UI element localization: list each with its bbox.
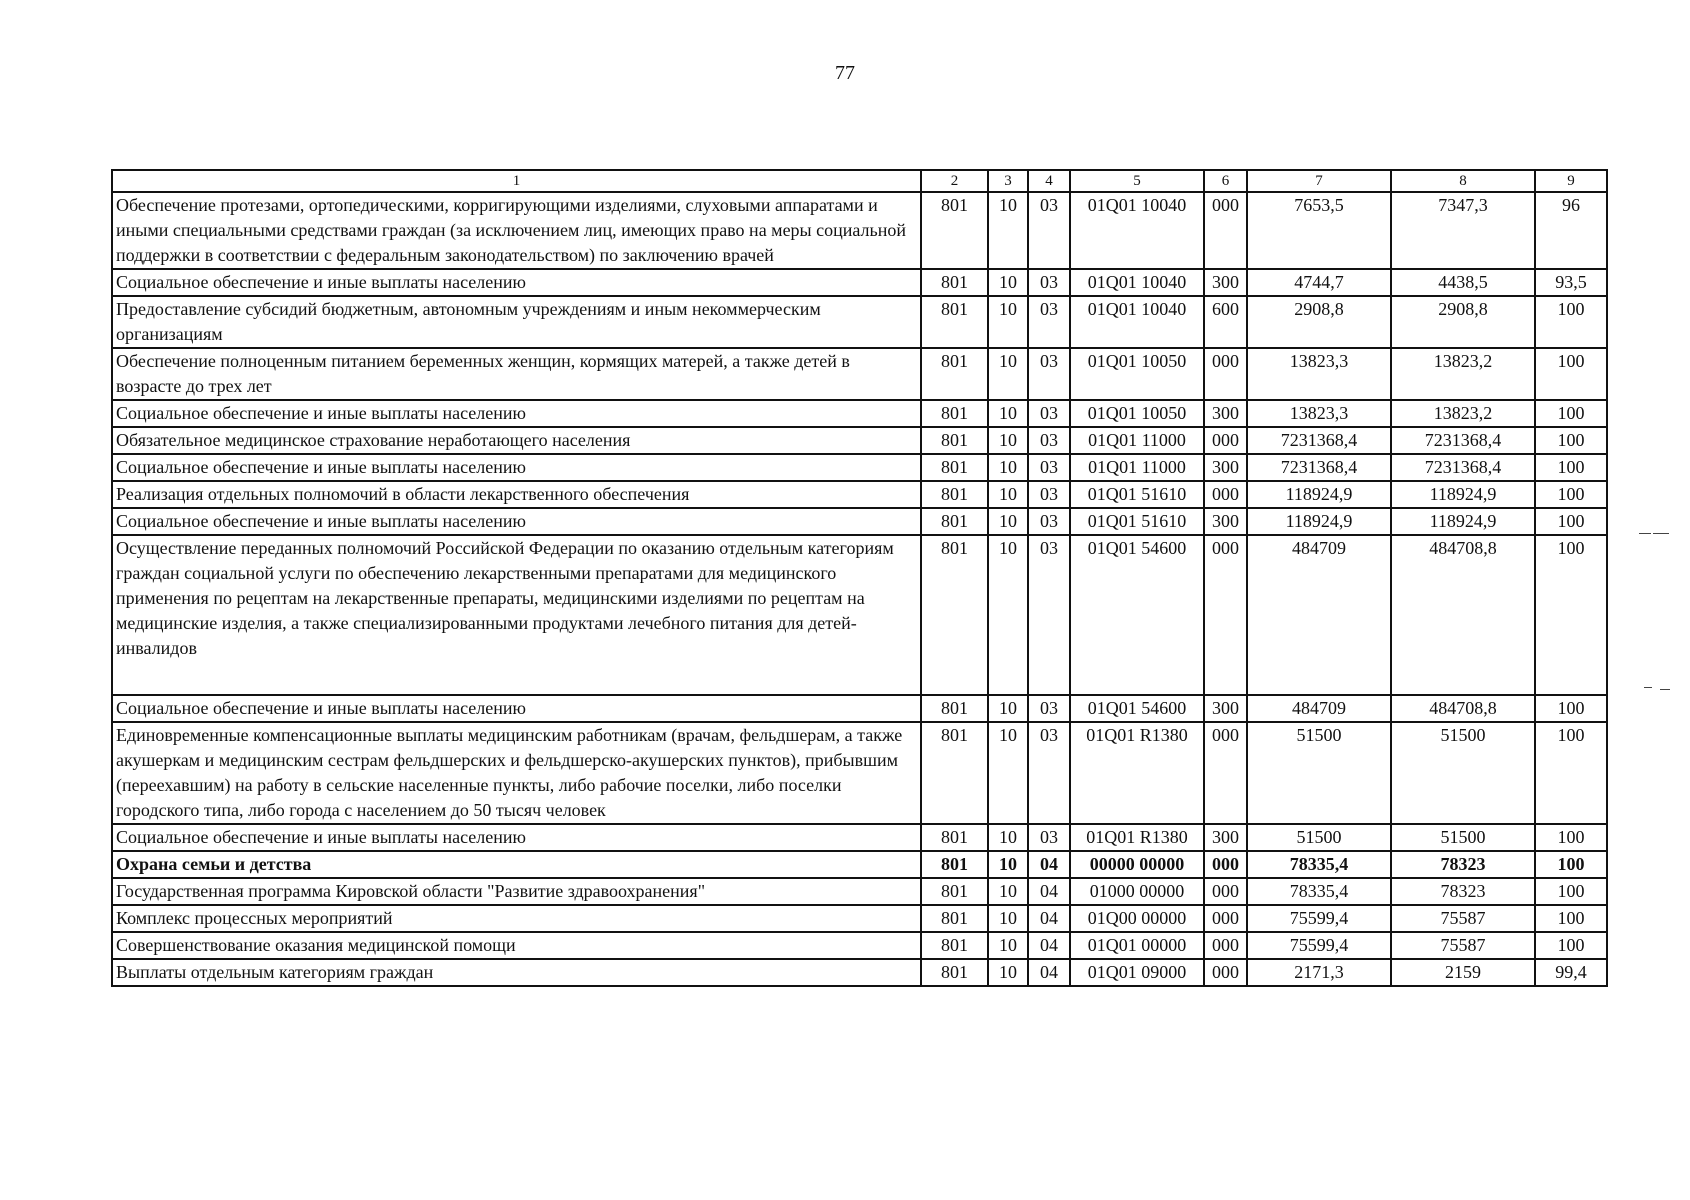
actual-amount-cell: 4438,5 (1391, 269, 1535, 296)
subsection-cell: 04 (1028, 932, 1070, 959)
subsection-cell: 03 (1028, 269, 1070, 296)
percent-cell: 100 (1535, 296, 1607, 348)
plan-amount-cell: 75599,4 (1247, 932, 1391, 959)
page-number: 77 (835, 62, 855, 84)
actual-amount-cell: 13823,2 (1391, 348, 1535, 400)
table-row (112, 695, 1607, 722)
actual-amount-cell: 118924,9 (1391, 508, 1535, 535)
table-row (112, 851, 1607, 878)
actual-amount-cell: 51500 (1391, 722, 1535, 824)
table-row (112, 932, 1607, 959)
table-row (112, 535, 1607, 695)
plan-amount-cell: 118924,9 (1247, 508, 1391, 535)
subsection-cell: 03 (1028, 481, 1070, 508)
admin-code-cell: 801 (921, 427, 988, 454)
percent-cell: 100 (1535, 932, 1607, 959)
row-name-cell: Реализация отдельных полномочий в области лекарственного обеспечения (112, 481, 921, 508)
actual-amount-cell: 13823,2 (1391, 400, 1535, 427)
row-name-cell: Социальное обеспечение и иные выплаты населению (112, 269, 921, 296)
plan-amount-cell: 118924,9 (1247, 481, 1391, 508)
expense-type-cell: 300 (1204, 508, 1247, 535)
subsection-cell: 03 (1028, 824, 1070, 851)
subsection-cell: 04 (1028, 959, 1070, 986)
actual-amount-cell: 75587 (1391, 905, 1535, 932)
section-cell: 10 (988, 932, 1028, 959)
percent-cell: 100 (1535, 508, 1607, 535)
actual-amount-cell: 7347,3 (1391, 192, 1535, 269)
header-cell: 8 (1391, 170, 1535, 192)
target-article-cell: 01Q01 10040 (1070, 296, 1204, 348)
table-row (112, 296, 1607, 348)
table-row (112, 192, 1607, 269)
section-cell: 10 (988, 400, 1028, 427)
section-cell: 10 (988, 269, 1028, 296)
section-cell: 10 (988, 695, 1028, 722)
admin-code-cell: 801 (921, 824, 988, 851)
admin-code-cell: 801 (921, 454, 988, 481)
section-cell: 10 (988, 481, 1028, 508)
header-cell: 4 (1028, 170, 1070, 192)
percent-cell: 100 (1535, 905, 1607, 932)
actual-amount-cell: 484708,8 (1391, 535, 1535, 695)
section-cell: 10 (988, 905, 1028, 932)
admin-code-cell: 801 (921, 481, 988, 508)
table-row (112, 905, 1607, 932)
header-cell: 9 (1535, 170, 1607, 192)
target-article-cell: 01Q01 00000 (1070, 932, 1204, 959)
admin-code-cell: 801 (921, 192, 988, 269)
plan-amount-cell: 51500 (1247, 722, 1391, 824)
expense-type-cell: 000 (1204, 932, 1247, 959)
row-name-cell: Государственная программа Кировской области "Развитие здравоохранения" (112, 878, 921, 905)
subsection-cell: 03 (1028, 296, 1070, 348)
expense-type-cell: 000 (1204, 851, 1247, 878)
row-name-cell: Социальное обеспечение и иные выплаты населению (112, 508, 921, 535)
subsection-cell: 03 (1028, 508, 1070, 535)
plan-amount-cell: 7653,5 (1247, 192, 1391, 269)
admin-code-cell: 801 (921, 695, 988, 722)
actual-amount-cell: 2159 (1391, 959, 1535, 986)
percent-cell: 100 (1535, 454, 1607, 481)
actual-amount-cell: 118924,9 (1391, 481, 1535, 508)
table-row (112, 348, 1607, 400)
section-cell: 10 (988, 427, 1028, 454)
row-name-cell: Комплекс процессных мероприятий (112, 905, 921, 932)
header-cell: 5 (1070, 170, 1204, 192)
admin-code-cell: 801 (921, 400, 988, 427)
row-name-cell: Социальное обеспечение и иные выплаты населению (112, 695, 921, 722)
table-row (112, 959, 1607, 986)
table-body (112, 192, 1607, 986)
plan-amount-cell: 2171,3 (1247, 959, 1391, 986)
target-article-cell: 01Q01 10050 (1070, 400, 1204, 427)
row-name-cell: Обеспечение полноценным питанием беременных женщин, кормящих матерей, а также детей в возрасте до трех лет (112, 348, 921, 400)
section-cell: 10 (988, 508, 1028, 535)
header-cell: 6 (1204, 170, 1247, 192)
target-article-cell: 01Q01 10040 (1070, 269, 1204, 296)
row-name-cell: Выплаты отдельным категориям граждан (112, 959, 921, 986)
percent-cell: 100 (1535, 695, 1607, 722)
row-name-cell: Совершенствование оказания медицинской помощи (112, 932, 921, 959)
admin-code-cell: 801 (921, 851, 988, 878)
actual-amount-cell: 7231368,4 (1391, 427, 1535, 454)
actual-amount-cell: 75587 (1391, 932, 1535, 959)
admin-code-cell: 801 (921, 959, 988, 986)
admin-code-cell: 801 (921, 905, 988, 932)
subsection-cell: 04 (1028, 851, 1070, 878)
target-article-cell: 01Q01 54600 (1070, 535, 1204, 695)
table-row (112, 878, 1607, 905)
row-name-cell: Охрана семьи и детства (112, 851, 921, 878)
section-cell: 10 (988, 454, 1028, 481)
admin-code-cell: 801 (921, 722, 988, 824)
plan-amount-cell: 484709 (1247, 695, 1391, 722)
target-article-cell: 01Q01 54600 (1070, 695, 1204, 722)
plan-amount-cell: 484709 (1247, 535, 1391, 695)
section-cell: 10 (988, 959, 1028, 986)
expense-type-cell: 000 (1204, 481, 1247, 508)
scan-mark (1653, 533, 1669, 534)
actual-amount-cell: 78323 (1391, 851, 1535, 878)
admin-code-cell: 801 (921, 878, 988, 905)
header-row (112, 170, 1607, 192)
expense-type-cell: 000 (1204, 348, 1247, 400)
row-name-cell: Социальное обеспечение и иные выплаты населению (112, 824, 921, 851)
admin-code-cell: 801 (921, 535, 988, 695)
expense-type-cell: 000 (1204, 535, 1247, 695)
section-cell: 10 (988, 535, 1028, 695)
plan-amount-cell: 7231368,4 (1247, 454, 1391, 481)
admin-code-cell: 801 (921, 269, 988, 296)
percent-cell: 99,4 (1535, 959, 1607, 986)
target-article-cell: 01000 00000 (1070, 878, 1204, 905)
actual-amount-cell: 51500 (1391, 824, 1535, 851)
row-name-cell: Обеспечение протезами, ортопедическими, корригирующими изделиями, слуховыми аппаратами и иными специальными средствами граждан (за исключением лиц, имеющих право на меры социальной поддержки в соответствии с федеральным законодательством) по заключению врачей (112, 192, 921, 269)
target-article-cell: 01Q01 R1380 (1070, 824, 1204, 851)
percent-cell: 100 (1535, 878, 1607, 905)
plan-amount-cell: 51500 (1247, 824, 1391, 851)
expense-type-cell: 000 (1204, 427, 1247, 454)
section-cell: 10 (988, 348, 1028, 400)
table-row (112, 400, 1607, 427)
admin-code-cell: 801 (921, 348, 988, 400)
actual-amount-cell: 7231368,4 (1391, 454, 1535, 481)
target-article-cell: 01Q01 51610 (1070, 508, 1204, 535)
expense-type-cell: 000 (1204, 905, 1247, 932)
plan-amount-cell: 75599,4 (1247, 905, 1391, 932)
subsection-cell: 04 (1028, 905, 1070, 932)
percent-cell: 100 (1535, 427, 1607, 454)
plan-amount-cell: 78335,4 (1247, 878, 1391, 905)
plan-amount-cell: 7231368,4 (1247, 427, 1391, 454)
plan-amount-cell: 13823,3 (1247, 348, 1391, 400)
header-cell: 7 (1247, 170, 1391, 192)
actual-amount-cell: 484708,8 (1391, 695, 1535, 722)
target-article-cell: 01Q01 10040 (1070, 192, 1204, 269)
percent-cell: 96 (1535, 192, 1607, 269)
target-article-cell: 01Q01 11000 (1070, 427, 1204, 454)
subsection-cell: 03 (1028, 535, 1070, 695)
target-article-cell: 01Q01 10050 (1070, 348, 1204, 400)
expense-type-cell: 000 (1204, 192, 1247, 269)
admin-code-cell: 801 (921, 508, 988, 535)
subsection-cell: 03 (1028, 454, 1070, 481)
percent-cell: 93,5 (1535, 269, 1607, 296)
section-cell: 10 (988, 722, 1028, 824)
table-row (112, 481, 1607, 508)
actual-amount-cell: 2908,8 (1391, 296, 1535, 348)
expense-type-cell: 300 (1204, 269, 1247, 296)
header-cell: 3 (988, 170, 1028, 192)
admin-code-cell: 801 (921, 296, 988, 348)
subsection-cell: 03 (1028, 400, 1070, 427)
row-name-cell: Социальное обеспечение и иные выплаты населению (112, 400, 921, 427)
percent-cell: 100 (1535, 535, 1607, 695)
plan-amount-cell: 2908,8 (1247, 296, 1391, 348)
plan-amount-cell: 78335,4 (1247, 851, 1391, 878)
expense-type-cell: 300 (1204, 454, 1247, 481)
percent-cell: 100 (1535, 481, 1607, 508)
table-row (112, 454, 1607, 481)
target-article-cell: 01Q00 00000 (1070, 905, 1204, 932)
expense-type-cell: 000 (1204, 722, 1247, 824)
target-article-cell: 01Q01 09000 (1070, 959, 1204, 986)
target-article-cell: 01Q01 11000 (1070, 454, 1204, 481)
section-cell: 10 (988, 824, 1028, 851)
percent-cell: 100 (1535, 824, 1607, 851)
scan-mark (1660, 689, 1670, 690)
section-cell: 10 (988, 192, 1028, 269)
scan-mark (1644, 687, 1652, 688)
percent-cell: 100 (1535, 722, 1607, 824)
target-article-cell: 01Q01 R1380 (1070, 722, 1204, 824)
expense-type-cell: 000 (1204, 959, 1247, 986)
row-name-cell: Предоставление субсидий бюджетным, автономным учреждениям и иным некоммерческим организациям (112, 296, 921, 348)
table-row (112, 722, 1607, 824)
table-row (112, 508, 1607, 535)
row-name-cell: Обязательное медицинское страхование неработающего населения (112, 427, 921, 454)
subsection-cell: 03 (1028, 722, 1070, 824)
row-name-cell: Единовременные компенсационные выплаты медицинским работникам (врачам, фельдшерам, а также акушеркам и медицинским сестрам фельдшерских и фельдшерско-акушерских пунктов), прибывшим (переехавшим) на работу в сельские населенные пункты, либо рабочие поселки, либо поселки городского типа, либо города с населением до 50 тысяч человек (112, 722, 921, 824)
expense-type-cell: 300 (1204, 824, 1247, 851)
subsection-cell: 03 (1028, 427, 1070, 454)
expense-type-cell: 600 (1204, 296, 1247, 348)
actual-amount-cell: 78323 (1391, 878, 1535, 905)
admin-code-cell: 801 (921, 932, 988, 959)
expense-type-cell: 000 (1204, 878, 1247, 905)
section-cell: 10 (988, 296, 1028, 348)
table-row (112, 824, 1607, 851)
percent-cell: 100 (1535, 400, 1607, 427)
subsection-cell: 03 (1028, 348, 1070, 400)
target-article-cell: 01Q01 51610 (1070, 481, 1204, 508)
subsection-cell: 04 (1028, 878, 1070, 905)
expense-type-cell: 300 (1204, 400, 1247, 427)
table-row (112, 427, 1607, 454)
target-article-cell: 00000 00000 (1070, 851, 1204, 878)
expense-type-cell: 300 (1204, 695, 1247, 722)
header-cell: 2 (921, 170, 988, 192)
plan-amount-cell: 13823,3 (1247, 400, 1391, 427)
percent-cell: 100 (1535, 851, 1607, 878)
header-cell: 1 (112, 170, 921, 192)
budget-table (111, 169, 1608, 987)
subsection-cell: 03 (1028, 695, 1070, 722)
subsection-cell: 03 (1028, 192, 1070, 269)
row-name-cell: Осуществление переданных полномочий Российской Федерации по оказанию отдельным категориям граждан социальной услуги по обеспечению лекарственными препаратами для медицинского применения по рецептам на лекарственные препараты, медицинскими изделиями по рецептам на медицинские изделия, а также специализированными продуктами лечебного питания для детей-инвалидов (112, 535, 921, 695)
section-cell: 10 (988, 851, 1028, 878)
scan-mark (1639, 533, 1651, 534)
plan-amount-cell: 4744,7 (1247, 269, 1391, 296)
percent-cell: 100 (1535, 348, 1607, 400)
row-name-cell: Социальное обеспечение и иные выплаты населению (112, 454, 921, 481)
section-cell: 10 (988, 878, 1028, 905)
table-row (112, 269, 1607, 296)
